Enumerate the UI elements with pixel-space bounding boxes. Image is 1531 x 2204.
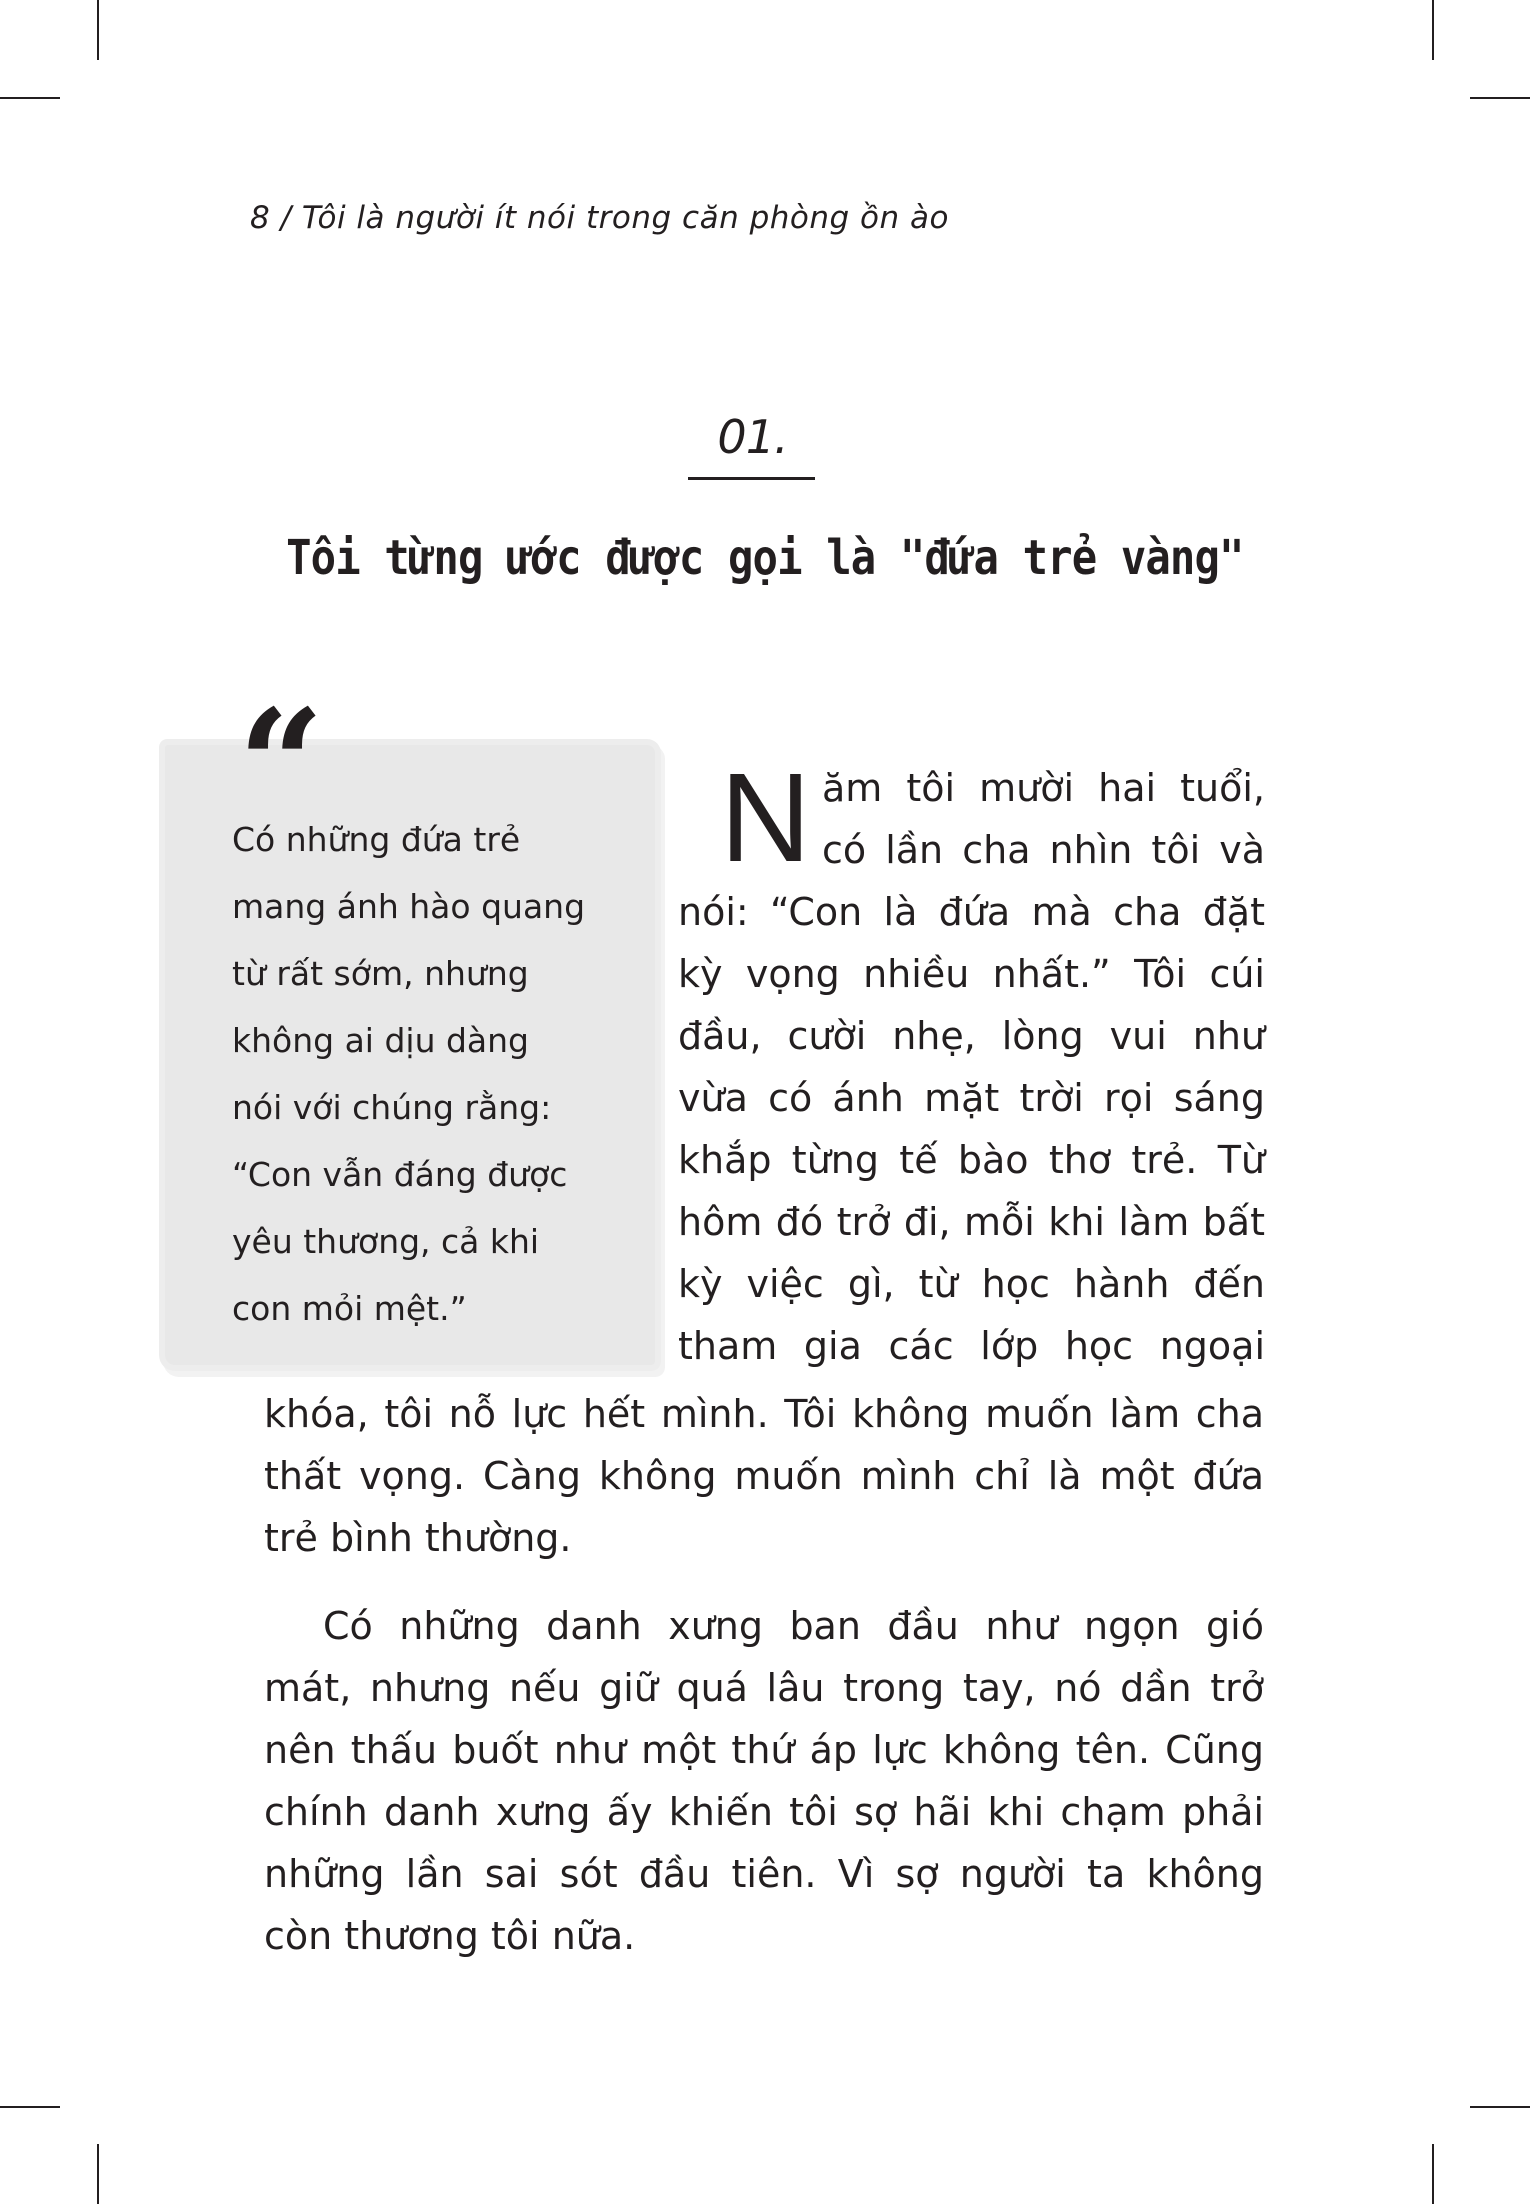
crop-mark-top-right <box>1432 0 1434 60</box>
crop-mark-bottom-left <box>97 2144 99 2204</box>
pull-quote <box>232 806 642 1342</box>
chapter-title: Tôi từng ước được gọi là "đứa trẻ vàng" <box>286 530 1244 586</box>
body-line: kỳ vọng nhiều nhất.” Tôi cúi <box>678 952 1265 996</box>
body-line: khắp từng tế bào thơ trẻ. Từ <box>678 1138 1265 1182</box>
body-line: trẻ bình thường. <box>264 1516 572 1560</box>
body-line: tham gia các lớp học ngoại <box>678 1324 1265 1368</box>
body-line: kỳ việc gì, từ học hành đến <box>678 1262 1265 1306</box>
crop-mark-top-left <box>97 0 99 60</box>
crop-mark-bottom-right <box>1432 2144 1434 2204</box>
body-line: khóa, tôi nỗ lực hết mình. Tôi không muốn làm cha <box>264 1392 1264 1436</box>
body-line: vừa có ánh mặt trời rọi sáng <box>678 1076 1265 1120</box>
body-line: Có những danh xưng ban đầu như ngọn gió <box>323 1604 1264 1648</box>
body-line: nên thấu buốt như một thứ áp lực không tên. Cũng <box>264 1728 1264 1772</box>
pull-quote-line: nói với chúng rằng: <box>232 1088 552 1127</box>
pull-quote-line: từ rất sớm, nhưng <box>232 954 529 993</box>
chapter-number: 01. <box>717 410 788 464</box>
body-line: nói: “Con là đứa mà cha đặt <box>678 890 1265 934</box>
crop-mark-top-left-h <box>0 97 60 99</box>
body-line: hôm đó trở đi, mỗi khi làm bất <box>678 1200 1265 1244</box>
body-line: thất vọng. Càng không muốn mình chỉ là một đứa <box>264 1454 1264 1498</box>
running-head: 8 / Tôi là người ít nói trong căn phòng ồn ào <box>250 200 949 236</box>
pull-quote-line: Có những đứa trẻ <box>232 820 521 859</box>
drop-cap: N <box>720 747 811 888</box>
body-line: mát, nhưng nếu giữ quá lâu trong tay, nó dần trở <box>264 1666 1264 1710</box>
body-line: còn thương tôi nữa. <box>264 1914 636 1958</box>
pull-quote-line: yêu thương, cả khi <box>232 1222 540 1261</box>
pull-quote-line: “Con vẫn đáng được <box>232 1155 568 1194</box>
body-line: chính danh xưng ấy khiến tôi sợ hãi khi chạm phải <box>264 1790 1264 1834</box>
chapter-number-underline <box>688 477 815 480</box>
quote-mark-icon: “ <box>238 677 325 853</box>
body-line: có lần cha nhìn tôi và <box>822 828 1265 872</box>
crop-mark-bottom-left-h <box>0 2106 60 2108</box>
body-line: đầu, cười nhẹ, lòng vui như <box>678 1014 1265 1058</box>
pull-quote-line: con mỏi mệt.” <box>232 1289 467 1328</box>
crop-mark-bottom-right-h <box>1470 2106 1530 2108</box>
body-line: những lần sai sót đầu tiên. Vì sợ người ta không <box>264 1852 1264 1896</box>
pull-quote-line: mang ánh hào quang <box>232 887 586 926</box>
pull-quote-line: không ai dịu dàng <box>232 1021 529 1060</box>
crop-mark-top-right-h <box>1470 97 1530 99</box>
body-line: ăm tôi mười hai tuổi, <box>822 766 1265 810</box>
